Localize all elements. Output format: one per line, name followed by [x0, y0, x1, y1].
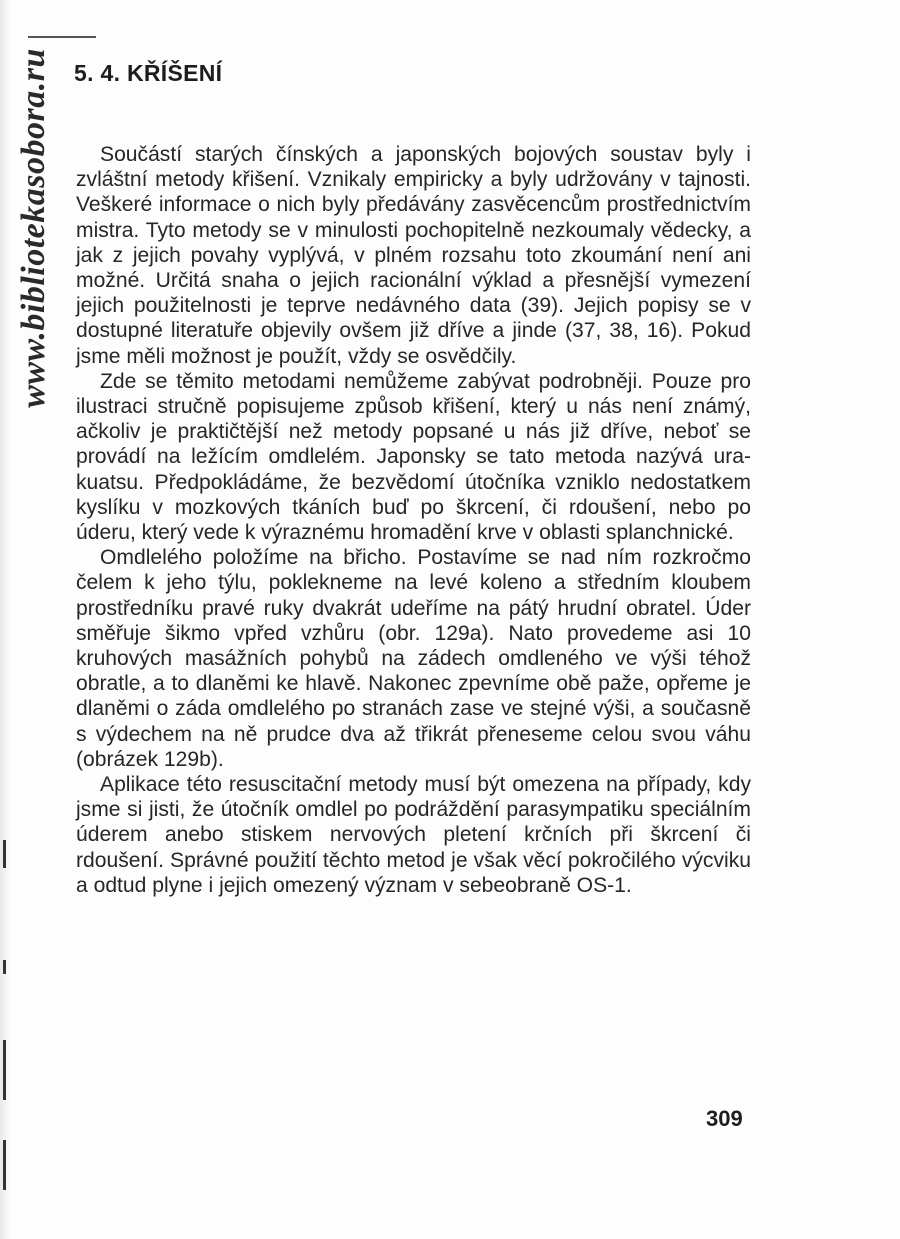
watermark [8, 18, 60, 438]
paragraph: Aplikace této resuscitační metody musí být omezena na případy, kdy jsme si jisti, že útočník omdlel po podráždění parasympatiku speciálním úderem anebo stiskem nervových pletení krčních při škrcení či rdoušení. Správné použití těchto metod je však věcí pokročilého výcviku a odtud plyne i jejich omezený význam v sebeobraně OS-1. [76, 773, 751, 897]
top-rule [28, 36, 96, 38]
body-text [76, 142, 751, 898]
section-title: 5. 4. KŘÍŠENÍ [74, 60, 223, 86]
paragraph: Součástí starých čínských a japonských bojových soustav byly i zvláštní metody křišení. Vznikaly empiricky a byly udržovány v tajnosti. Veškeré informace o nich byly předávány zasvěcencům prostřednictvím mistra. Tyto metody se v minulosti pochopitelně nezkoumaly vědecky, a jak z jejich povahy vyplývá, v plném rozsahu toto zkoumání není ani možné. Určitá snaha o jejich racionální výklad a přesnější vymezení jejich použitelnosti je teprve nedávného data (39). Jejich popisy se v dostupné literatuře objevily ovšem již dříve a jinde (37, 38, 16). Pokud jsme měli možnost je použít, vždy se osvědčily. [76, 143, 751, 368]
margin-scan-marks [2, 840, 8, 1200]
paragraph: Omdlelého položíme na břicho. Postavíme se nad ním rozkročmo čelem k jeho týlu, poklekneme na levé koleno a středním kloubem prostředníku pravé ruky dvakrát udeříme na pátý hrudní obratel. Úder směřuje šikmo vpřed vzhůru (obr. 129a). Nato provedeme asi 10 kruhových masážních pohybů na zádech omdleného ve výši téhož obratle, a to dlaněmi ke hlavě. Nakonec zpevníme obě paže, opřeme je dlaněmi o záda omdlelého po stranách zase ve stejné výši, a současně s výdechem na ně prudce dva až třikrát přeneseme celou svou váhu (obrázek 129b). [76, 546, 751, 771]
paragraph: Zde se těmito metodami nemůžeme zabývat podrobněji. Pouze pro ilustraci stručně popisujeme způsob křišení, který u nás není známý, ačkoliv je praktičtější než metody popsané u nás již dříve, neboť se provádí na ležícím omdlelém. Japonsky se tato metoda nazývá ura-kuatsu. Předpokládáme, že bezvědomí útočníka vzniklo nedostatkem kyslíku v mozkových tkáních buď po škrcení, či rdoušení, nebo po úderu, který vede k výraznému hromadění krve v oblasti splanchnické. [76, 369, 751, 545]
page-number: 309 [706, 1106, 743, 1131]
watermark-text: www.bibliotekasobora.ru [15, 48, 53, 408]
